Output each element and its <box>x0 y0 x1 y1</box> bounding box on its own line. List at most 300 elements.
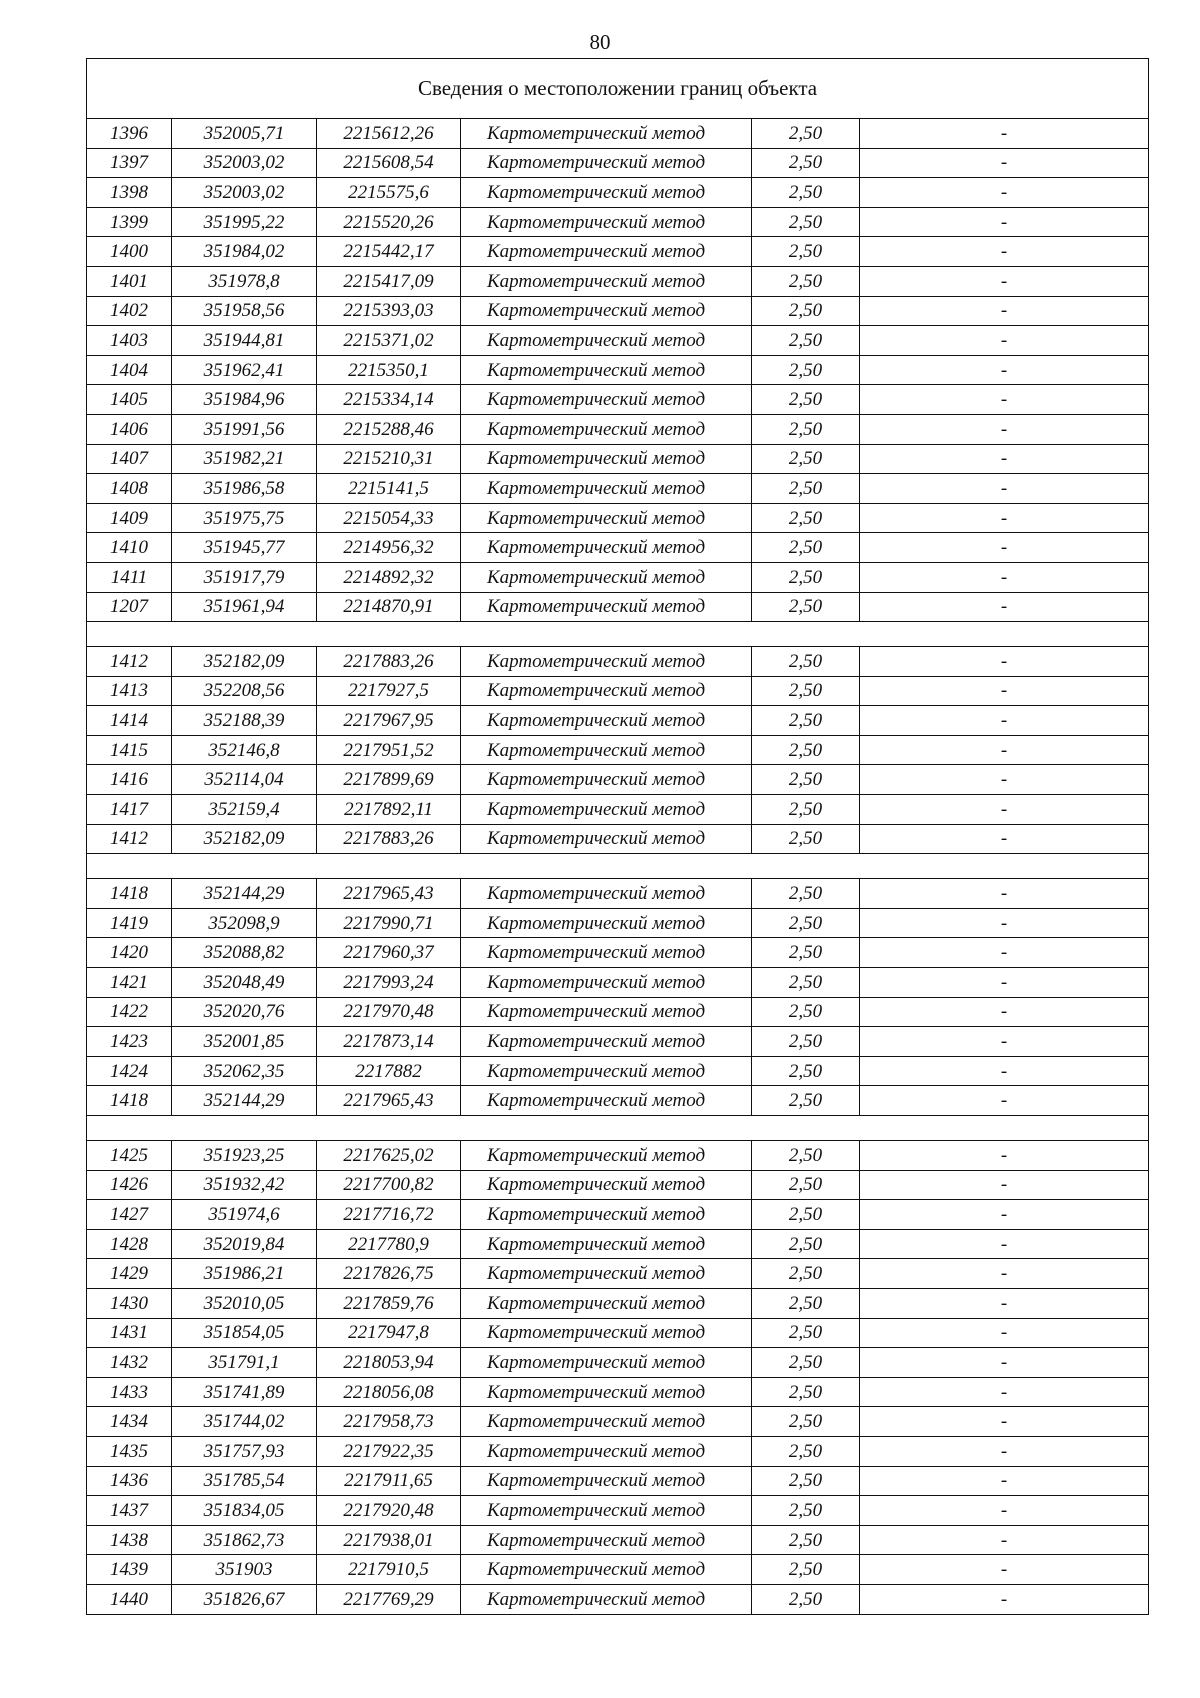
coord-y-cell: 2217958,73 <box>317 1407 461 1437</box>
table-row <box>87 1466 1149 1496</box>
table-row <box>87 414 1149 444</box>
table-row <box>87 647 1149 677</box>
point-number-cell: 1438 <box>87 1525 172 1555</box>
coord-x-cell: 351984,02 <box>172 237 317 267</box>
coord-x-cell: 351785,54 <box>172 1466 317 1496</box>
group-separator <box>87 854 1149 879</box>
point-number-cell: 1418 <box>87 1086 172 1116</box>
description-cell: - <box>860 1170 1149 1200</box>
method-cell: Картометрический метод <box>461 676 752 706</box>
accuracy-cell: 2,50 <box>752 938 860 968</box>
coord-y-cell: 2214956,32 <box>317 533 461 563</box>
description-cell: - <box>860 474 1149 504</box>
accuracy-cell: 2,50 <box>752 647 860 677</box>
table-row <box>87 1200 1149 1230</box>
coord-x-cell: 352005,71 <box>172 119 317 149</box>
description-cell: - <box>860 647 1149 677</box>
point-number-cell: 1406 <box>87 414 172 444</box>
coord-y-cell: 2217938,01 <box>317 1525 461 1555</box>
table-row <box>87 1436 1149 1466</box>
coord-y-cell: 2217990,71 <box>317 908 461 938</box>
description-cell: - <box>860 938 1149 968</box>
accuracy-cell: 2,50 <box>752 1229 860 1259</box>
accuracy-cell: 2,50 <box>752 503 860 533</box>
description-cell: - <box>860 795 1149 825</box>
coord-y-cell: 2217716,72 <box>317 1200 461 1230</box>
point-number-cell: 1414 <box>87 706 172 736</box>
method-cell: Картометрический метод <box>461 908 752 938</box>
description-cell: - <box>860 1584 1149 1614</box>
coord-y-cell: 2217960,37 <box>317 938 461 968</box>
coord-y-cell: 2217922,35 <box>317 1436 461 1466</box>
point-number-cell: 1412 <box>87 824 172 854</box>
point-number-cell: 1433 <box>87 1377 172 1407</box>
table-row <box>87 237 1149 267</box>
accuracy-cell: 2,50 <box>752 414 860 444</box>
coord-y-cell: 2215417,09 <box>317 266 461 296</box>
method-cell: Картометрический метод <box>461 765 752 795</box>
coord-x-cell: 351974,6 <box>172 1200 317 1230</box>
accuracy-cell: 2,50 <box>752 795 860 825</box>
coord-y-cell: 2215141,5 <box>317 474 461 504</box>
accuracy-cell: 2,50 <box>752 562 860 592</box>
accuracy-cell: 2,50 <box>752 1348 860 1378</box>
method-cell: Картометрический метод <box>461 1466 752 1496</box>
method-cell: Картометрический метод <box>461 1288 752 1318</box>
coord-y-cell: 2215393,03 <box>317 296 461 326</box>
coord-y-cell: 2217625,02 <box>317 1141 461 1171</box>
description-cell: - <box>860 1496 1149 1526</box>
point-number-cell: 1435 <box>87 1436 172 1466</box>
description-cell: - <box>860 706 1149 736</box>
point-number-cell: 1419 <box>87 908 172 938</box>
description-cell: - <box>860 968 1149 998</box>
description-cell: - <box>860 1318 1149 1348</box>
coord-x-cell: 352020,76 <box>172 997 317 1027</box>
coord-y-cell: 2215608,54 <box>317 148 461 178</box>
description-cell: - <box>860 355 1149 385</box>
coord-y-cell: 2217970,48 <box>317 997 461 1027</box>
description-cell: - <box>860 592 1149 622</box>
group-separator-cell <box>87 622 1149 647</box>
table-row <box>87 1229 1149 1259</box>
coord-x-cell: 351862,73 <box>172 1525 317 1555</box>
coord-y-cell: 2217892,11 <box>317 795 461 825</box>
accuracy-cell: 2,50 <box>752 1170 860 1200</box>
description-cell: - <box>860 1348 1149 1378</box>
table-row <box>87 119 1149 149</box>
coord-x-cell: 352182,09 <box>172 824 317 854</box>
accuracy-cell: 2,50 <box>752 1086 860 1116</box>
coord-x-cell: 351923,25 <box>172 1141 317 1171</box>
description-cell: - <box>860 908 1149 938</box>
point-number-cell: 1207 <box>87 592 172 622</box>
accuracy-cell: 2,50 <box>752 1318 860 1348</box>
accuracy-cell: 2,50 <box>752 1407 860 1437</box>
coord-x-cell: 352144,29 <box>172 879 317 909</box>
coord-y-cell: 2215575,6 <box>317 178 461 208</box>
group-separator-cell <box>87 854 1149 879</box>
coord-y-cell: 2215371,02 <box>317 326 461 356</box>
point-number-cell: 1413 <box>87 676 172 706</box>
description-cell: - <box>860 1141 1149 1171</box>
coord-x-cell: 352188,39 <box>172 706 317 736</box>
method-cell: Картометрический метод <box>461 178 752 208</box>
description-cell: - <box>860 879 1149 909</box>
point-number-cell: 1426 <box>87 1170 172 1200</box>
accuracy-cell: 2,50 <box>752 1466 860 1496</box>
coord-y-cell: 2215350,1 <box>317 355 461 385</box>
description-cell: - <box>860 237 1149 267</box>
coord-y-cell: 2217993,24 <box>317 968 461 998</box>
table-body <box>87 59 1149 1615</box>
point-number-cell: 1403 <box>87 326 172 356</box>
table-row <box>87 997 1149 1027</box>
coord-x-cell: 351986,58 <box>172 474 317 504</box>
description-cell: - <box>860 326 1149 356</box>
coord-y-cell: 2215442,17 <box>317 237 461 267</box>
accuracy-cell: 2,50 <box>752 706 860 736</box>
method-cell: Картометрический метод <box>461 414 752 444</box>
point-number-cell: 1437 <box>87 1496 172 1526</box>
method-cell: Картометрический метод <box>461 266 752 296</box>
coord-x-cell: 351945,77 <box>172 533 317 563</box>
description-cell: - <box>860 1288 1149 1318</box>
coord-y-cell: 2217882 <box>317 1056 461 1086</box>
coord-x-cell: 351826,67 <box>172 1584 317 1614</box>
coord-x-cell: 351962,41 <box>172 355 317 385</box>
point-number-cell: 1405 <box>87 385 172 415</box>
method-cell: Картометрический метод <box>461 296 752 326</box>
point-number-cell: 1410 <box>87 533 172 563</box>
accuracy-cell: 2,50 <box>752 178 860 208</box>
coord-x-cell: 351903 <box>172 1555 317 1585</box>
method-cell: Картометрический метод <box>461 207 752 237</box>
table-row <box>87 824 1149 854</box>
point-number-cell: 1396 <box>87 119 172 149</box>
point-number-cell: 1402 <box>87 296 172 326</box>
method-cell: Картометрический метод <box>461 824 752 854</box>
accuracy-cell: 2,50 <box>752 1200 860 1230</box>
accuracy-cell: 2,50 <box>752 1288 860 1318</box>
point-number-cell: 1407 <box>87 444 172 474</box>
coord-y-cell: 2217927,5 <box>317 676 461 706</box>
coord-x-cell: 352208,56 <box>172 676 317 706</box>
point-number-cell: 1404 <box>87 355 172 385</box>
accuracy-cell: 2,50 <box>752 824 860 854</box>
accuracy-cell: 2,50 <box>752 968 860 998</box>
coord-x-cell: 351932,42 <box>172 1170 317 1200</box>
table-row <box>87 296 1149 326</box>
point-number-cell: 1440 <box>87 1584 172 1614</box>
description-cell: - <box>860 1436 1149 1466</box>
method-cell: Картометрический метод <box>461 592 752 622</box>
coord-y-cell: 2218056,08 <box>317 1377 461 1407</box>
accuracy-cell: 2,50 <box>752 296 860 326</box>
table-row <box>87 706 1149 736</box>
method-cell: Картометрический метод <box>461 119 752 149</box>
coord-y-cell: 2217780,9 <box>317 1229 461 1259</box>
coord-x-cell: 352114,04 <box>172 765 317 795</box>
coord-y-cell: 2215054,33 <box>317 503 461 533</box>
table-row <box>87 938 1149 968</box>
point-number-cell: 1408 <box>87 474 172 504</box>
accuracy-cell: 2,50 <box>752 908 860 938</box>
coord-x-cell: 351944,81 <box>172 326 317 356</box>
point-number-cell: 1425 <box>87 1141 172 1171</box>
accuracy-cell: 2,50 <box>752 1141 860 1171</box>
method-cell: Картометрический метод <box>461 1407 752 1437</box>
table-title-row <box>87 59 1149 119</box>
point-number-cell: 1417 <box>87 795 172 825</box>
method-cell: Картометрический метод <box>461 938 752 968</box>
table-row <box>87 1027 1149 1057</box>
table-row <box>87 1170 1149 1200</box>
coord-x-cell: 351958,56 <box>172 296 317 326</box>
coord-y-cell: 2217920,48 <box>317 1496 461 1526</box>
coord-y-cell: 2217965,43 <box>317 879 461 909</box>
method-cell: Картометрический метод <box>461 533 752 563</box>
coord-y-cell: 2217899,69 <box>317 765 461 795</box>
description-cell: - <box>860 1200 1149 1230</box>
method-cell: Картометрический метод <box>461 968 752 998</box>
table-row <box>87 326 1149 356</box>
description-cell: - <box>860 266 1149 296</box>
accuracy-cell: 2,50 <box>752 592 860 622</box>
table-row <box>87 908 1149 938</box>
coord-x-cell: 352098,9 <box>172 908 317 938</box>
point-number-cell: 1416 <box>87 765 172 795</box>
table-row <box>87 1348 1149 1378</box>
coord-x-cell: 351982,21 <box>172 444 317 474</box>
coord-x-cell: 352010,05 <box>172 1288 317 1318</box>
coord-x-cell: 351975,75 <box>172 503 317 533</box>
accuracy-cell: 2,50 <box>752 148 860 178</box>
coord-y-cell: 2215210,31 <box>317 444 461 474</box>
accuracy-cell: 2,50 <box>752 533 860 563</box>
accuracy-cell: 2,50 <box>752 355 860 385</box>
coord-x-cell: 352159,4 <box>172 795 317 825</box>
point-number-cell: 1401 <box>87 266 172 296</box>
table-row <box>87 1525 1149 1555</box>
accuracy-cell: 2,50 <box>752 997 860 1027</box>
description-cell: - <box>860 1056 1149 1086</box>
method-cell: Картометрический метод <box>461 237 752 267</box>
coord-y-cell: 2217769,29 <box>317 1584 461 1614</box>
table-row <box>87 676 1149 706</box>
table-row <box>87 795 1149 825</box>
method-cell: Картометрический метод <box>461 1200 752 1230</box>
method-cell: Картометрический метод <box>461 1229 752 1259</box>
accuracy-cell: 2,50 <box>752 385 860 415</box>
accuracy-cell: 2,50 <box>752 1525 860 1555</box>
group-separator-cell <box>87 1116 1149 1141</box>
coord-y-cell: 2215612,26 <box>317 119 461 149</box>
point-number-cell: 1412 <box>87 647 172 677</box>
description-cell: - <box>860 1259 1149 1289</box>
point-number-cell: 1423 <box>87 1027 172 1057</box>
point-number-cell: 1411 <box>87 562 172 592</box>
coord-x-cell: 351917,79 <box>172 562 317 592</box>
method-cell: Картометрический метод <box>461 1348 752 1378</box>
description-cell: - <box>860 1086 1149 1116</box>
point-number-cell: 1409 <box>87 503 172 533</box>
coord-y-cell: 2215288,46 <box>317 414 461 444</box>
description-cell: - <box>860 765 1149 795</box>
coord-y-cell: 2217826,75 <box>317 1259 461 1289</box>
description-cell: - <box>860 178 1149 208</box>
method-cell: Картометрический метод <box>461 1056 752 1086</box>
accuracy-cell: 2,50 <box>752 676 860 706</box>
table-row <box>87 1496 1149 1526</box>
coord-x-cell: 351984,96 <box>172 385 317 415</box>
description-cell: - <box>860 207 1149 237</box>
method-cell: Картометрический метод <box>461 355 752 385</box>
page-number: 80 <box>589 30 611 54</box>
point-number-cell: 1418 <box>87 879 172 909</box>
method-cell: Картометрический метод <box>461 1436 752 1466</box>
point-number-cell: 1397 <box>87 148 172 178</box>
table-row <box>87 968 1149 998</box>
table-row <box>87 765 1149 795</box>
description-cell: - <box>860 1229 1149 1259</box>
coord-x-cell: 351995,22 <box>172 207 317 237</box>
accuracy-cell: 2,50 <box>752 1555 860 1585</box>
table-row <box>87 592 1149 622</box>
point-number-cell: 1427 <box>87 1200 172 1230</box>
description-cell: - <box>860 1377 1149 1407</box>
description-cell: - <box>860 1407 1149 1437</box>
accuracy-cell: 2,50 <box>752 474 860 504</box>
accuracy-cell: 2,50 <box>752 1259 860 1289</box>
accuracy-cell: 2,50 <box>752 1436 860 1466</box>
method-cell: Картометрический метод <box>461 706 752 736</box>
coord-y-cell: 2217951,52 <box>317 735 461 765</box>
table-row <box>87 1555 1149 1585</box>
boundary-coordinates-table <box>86 58 1149 1615</box>
accuracy-cell: 2,50 <box>752 1056 860 1086</box>
group-separator <box>87 1116 1149 1141</box>
coord-x-cell: 351978,8 <box>172 266 317 296</box>
accuracy-cell: 2,50 <box>752 1027 860 1057</box>
coord-y-cell: 2214892,32 <box>317 562 461 592</box>
point-number-cell: 1439 <box>87 1555 172 1585</box>
accuracy-cell: 2,50 <box>752 879 860 909</box>
method-cell: Картометрический метод <box>461 385 752 415</box>
method-cell: Картометрический метод <box>461 647 752 677</box>
description-cell: - <box>860 824 1149 854</box>
description-cell: - <box>860 997 1149 1027</box>
point-number-cell: 1424 <box>87 1056 172 1086</box>
method-cell: Картометрический метод <box>461 879 752 909</box>
accuracy-cell: 2,50 <box>752 207 860 237</box>
method-cell: Картометрический метод <box>461 1525 752 1555</box>
description-cell: - <box>860 148 1149 178</box>
coord-x-cell: 352146,8 <box>172 735 317 765</box>
table-row <box>87 474 1149 504</box>
coord-x-cell: 352019,84 <box>172 1229 317 1259</box>
table-row <box>87 1318 1149 1348</box>
accuracy-cell: 2,50 <box>752 326 860 356</box>
coord-x-cell: 352144,29 <box>172 1086 317 1116</box>
accuracy-cell: 2,50 <box>752 735 860 765</box>
coord-y-cell: 2217700,82 <box>317 1170 461 1200</box>
point-number-cell: 1432 <box>87 1348 172 1378</box>
accuracy-cell: 2,50 <box>752 1377 860 1407</box>
point-number-cell: 1430 <box>87 1288 172 1318</box>
coord-y-cell: 2217910,5 <box>317 1555 461 1585</box>
coord-x-cell: 351986,21 <box>172 1259 317 1289</box>
table-row <box>87 148 1149 178</box>
table-row <box>87 266 1149 296</box>
accuracy-cell: 2,50 <box>752 266 860 296</box>
table-row <box>87 735 1149 765</box>
coord-y-cell: 2217947,8 <box>317 1318 461 1348</box>
method-cell: Картометрический метод <box>461 1496 752 1526</box>
description-cell: - <box>860 503 1149 533</box>
coord-y-cell: 2218053,94 <box>317 1348 461 1378</box>
coord-y-cell: 2217967,95 <box>317 706 461 736</box>
coord-y-cell: 2217883,26 <box>317 647 461 677</box>
coord-x-cell: 352182,09 <box>172 647 317 677</box>
method-cell: Картометрический метод <box>461 1141 752 1171</box>
table-row <box>87 1086 1149 1116</box>
description-cell: - <box>860 1525 1149 1555</box>
description-cell: - <box>860 444 1149 474</box>
point-number-cell: 1428 <box>87 1229 172 1259</box>
coord-x-cell: 351834,05 <box>172 1496 317 1526</box>
coord-x-cell: 351791,1 <box>172 1348 317 1378</box>
point-number-cell: 1421 <box>87 968 172 998</box>
method-cell: Картометрический метод <box>461 503 752 533</box>
coord-y-cell: 2215520,26 <box>317 207 461 237</box>
method-cell: Картометрический метод <box>461 474 752 504</box>
table-row <box>87 1584 1149 1614</box>
coord-x-cell: 352003,02 <box>172 148 317 178</box>
description-cell: - <box>860 385 1149 415</box>
description-cell: - <box>860 414 1149 444</box>
method-cell: Картометрический метод <box>461 997 752 1027</box>
group-separator <box>87 622 1149 647</box>
point-number-cell: 1399 <box>87 207 172 237</box>
description-cell: - <box>860 562 1149 592</box>
point-number-cell: 1415 <box>87 735 172 765</box>
method-cell: Картометрический метод <box>461 444 752 474</box>
accuracy-cell: 2,50 <box>752 1496 860 1526</box>
table-row <box>87 444 1149 474</box>
coord-x-cell: 351991,56 <box>172 414 317 444</box>
method-cell: Картометрический метод <box>461 1086 752 1116</box>
coord-x-cell: 351757,93 <box>172 1436 317 1466</box>
table-row <box>87 1141 1149 1171</box>
coord-x-cell: 351854,05 <box>172 1318 317 1348</box>
table-row <box>87 1056 1149 1086</box>
point-number-cell: 1429 <box>87 1259 172 1289</box>
coord-y-cell: 2217873,14 <box>317 1027 461 1057</box>
accuracy-cell: 2,50 <box>752 237 860 267</box>
table-row <box>87 562 1149 592</box>
table-title: Сведения о местоположении границ объекта <box>87 59 1149 119</box>
coord-x-cell: 352003,02 <box>172 178 317 208</box>
point-number-cell: 1398 <box>87 178 172 208</box>
point-number-cell: 1422 <box>87 997 172 1027</box>
coord-y-cell: 2217883,26 <box>317 824 461 854</box>
table-row <box>87 1377 1149 1407</box>
method-cell: Картометрический метод <box>461 795 752 825</box>
coord-x-cell: 351744,02 <box>172 1407 317 1437</box>
method-cell: Картометрический метод <box>461 735 752 765</box>
coord-y-cell: 2217859,76 <box>317 1288 461 1318</box>
